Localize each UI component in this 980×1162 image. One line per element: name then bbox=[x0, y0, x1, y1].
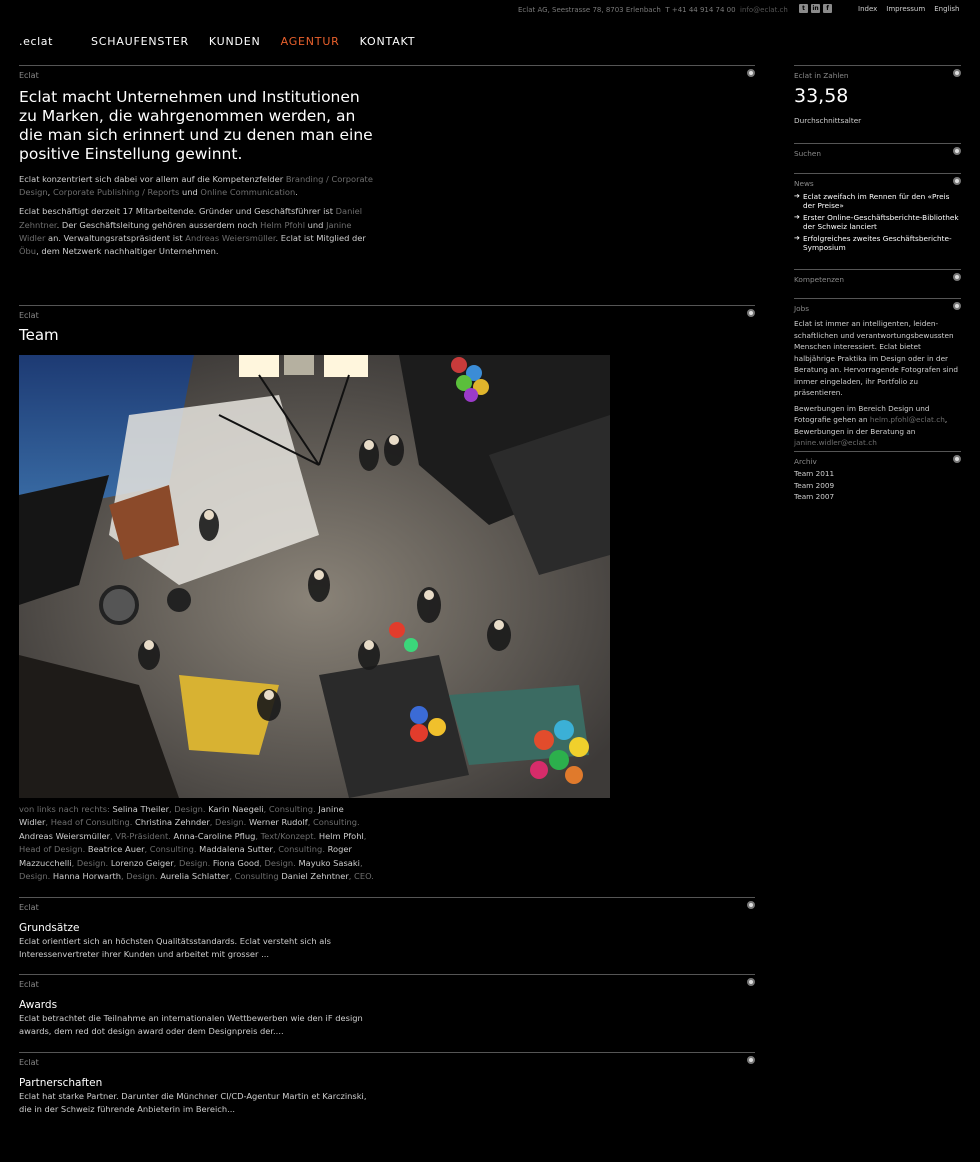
intro-paragraph-1 bbox=[19, 173, 379, 199]
person-role: , Design. bbox=[169, 804, 209, 814]
toggle-icon[interactable] bbox=[953, 177, 961, 185]
link-corporate-publishing[interactable]: Corporate Publishing / Reports bbox=[52, 187, 180, 198]
sidebar-label: Archiv bbox=[794, 457, 817, 466]
section-title[interactable]: Awards bbox=[19, 999, 58, 1011]
person-name: Christina Zehnder bbox=[135, 817, 210, 828]
text: Bewerbungen im Bereich Design und Fotografie gehen an bbox=[794, 403, 930, 424]
sidebar-label: Eclat in Zahlen bbox=[794, 71, 849, 80]
person-name: Aurelia Schlatter bbox=[160, 871, 230, 882]
nav-agentur[interactable]: AGENTUR bbox=[280, 35, 340, 48]
section-awards bbox=[19, 974, 755, 1044]
team-photo-graphic bbox=[19, 355, 610, 798]
section-label: Eclat bbox=[19, 311, 39, 320]
person-role: , Text/Konzept. bbox=[255, 830, 319, 841]
team-photo bbox=[19, 355, 610, 798]
news-list bbox=[794, 192, 961, 252]
team-title: Team bbox=[19, 326, 59, 344]
person-name: Werner Rudolf bbox=[248, 817, 308, 828]
person-name: Janine Widler bbox=[19, 804, 344, 828]
stat-value: 33,58 bbox=[794, 85, 849, 107]
person-role: , Consulting. bbox=[307, 817, 360, 828]
jobs-text: Eclat ist immer an intelligenten, leiden-schaftlichen und verantwortungsbewussten Menschen interessiert. Eclat bietet halbjährige Praktika im Design oder in der Beratung an. Hervorragende Fotografen sind immer eingeladen, ihr Portfolio zu präsentieren. bbox=[794, 319, 958, 397]
toggle-icon[interactable] bbox=[953, 302, 961, 310]
text: Eclat konzentriert sich dabei vor allem auf die Kompetenzfelder bbox=[19, 174, 286, 184]
impressum-link[interactable]: Impressum bbox=[886, 5, 926, 13]
archiv-link[interactable]: Team 2011 bbox=[794, 469, 835, 478]
text: und bbox=[305, 219, 327, 230]
caption-text bbox=[19, 804, 374, 881]
social-links bbox=[799, 4, 832, 13]
top-links bbox=[858, 4, 959, 14]
toggle-icon[interactable] bbox=[953, 273, 961, 281]
top-bar bbox=[0, 4, 980, 16]
phone: T +41 44 914 74 00 bbox=[665, 6, 736, 14]
sidebar-label: Jobs bbox=[794, 304, 810, 313]
contact-info bbox=[518, 5, 788, 15]
person-name: Mayuko Sasaki bbox=[298, 857, 360, 868]
twitter-icon[interactable]: t bbox=[799, 4, 808, 13]
person-role: , Consulting bbox=[229, 871, 282, 882]
email-helm[interactable]: helm.pfohl@eclat.ch bbox=[869, 415, 945, 424]
toggle-icon[interactable] bbox=[747, 901, 755, 909]
person-role: , Design. bbox=[259, 857, 299, 868]
person-name: Daniel Zehntner bbox=[281, 871, 349, 882]
nav-kontakt[interactable]: KONTAKT bbox=[359, 35, 416, 48]
section-partnerschaften bbox=[19, 1052, 755, 1122]
text: . bbox=[295, 187, 298, 198]
section-label: Eclat bbox=[19, 1058, 39, 1067]
email-janine[interactable]: janine.widler@eclat.ch bbox=[794, 438, 877, 447]
jobs-contact bbox=[794, 403, 961, 449]
email-link[interactable]: info@eclat.ch bbox=[740, 6, 788, 14]
stat-caption: Durchschnittsalter bbox=[794, 116, 862, 125]
person-role: , Design. bbox=[121, 871, 161, 882]
sidebar-zahlen bbox=[794, 65, 961, 135]
person-role: , Design. bbox=[71, 857, 111, 868]
text: , dem Netzwerk nachhaltiger Unternehmen. bbox=[36, 246, 219, 257]
toggle-icon[interactable] bbox=[747, 1056, 755, 1064]
text: . Eclat ist Mitglied der bbox=[275, 232, 366, 243]
sidebar-label: News bbox=[794, 179, 814, 188]
nav-kunden[interactable]: KUNDEN bbox=[208, 35, 261, 48]
section-text: Eclat orientiert sich an höchsten Qualitätsstandards. Eclat versteht sich als Interessenvertreter ihrer Kunden und arbeitet mit grosser ... bbox=[19, 936, 331, 960]
text: , bbox=[47, 187, 53, 198]
section-label: Eclat bbox=[19, 71, 39, 80]
news-item[interactable]: ➔ Eclat zweifach im Rennen für den «Preis der Preise» bbox=[794, 192, 961, 210]
section-text: Eclat betrachtet die Teilnahme an internationalen Wettbewerben wie den iF design awards, dem red dot design award oder dem Designpreis der.... bbox=[19, 1013, 363, 1037]
intro-headline: Eclat macht Unternehmen und Institutionen zu Marken, die wahrgenommen werden, an die man sich erinnert und zu denen man eine positive Einstellung gewinnt. bbox=[19, 88, 373, 163]
sidebar-label[interactable]: Suchen bbox=[794, 149, 822, 158]
section-text: Eclat hat starke Partner. Darunter die Münchner CI/CD-Agentur Martin et Karczinski, die in der Schweiz führende Anbieterin im Bereich... bbox=[19, 1091, 367, 1115]
person-role: , Consulting. bbox=[263, 804, 319, 814]
person-name: Lorenzo Geiger bbox=[110, 857, 174, 868]
link-andreas-weiersmueller[interactable]: Andreas Weiersmüller bbox=[185, 232, 276, 243]
sidebar-jobs bbox=[794, 298, 961, 447]
intro-section bbox=[19, 65, 755, 297]
person-role: , Design. bbox=[19, 857, 363, 882]
toggle-icon[interactable] bbox=[953, 69, 961, 77]
person-role: , Head of Consulting. bbox=[45, 817, 136, 828]
person-role: , VR-Präsident. bbox=[110, 830, 174, 841]
toggle-icon[interactable] bbox=[747, 978, 755, 986]
index-link[interactable]: Index bbox=[858, 5, 878, 13]
person-name: Helm Pfohl bbox=[318, 830, 364, 841]
link-daniel-zehntner[interactable]: Daniel Zehntner bbox=[19, 206, 363, 230]
link-helm-pfohl[interactable]: Helm Pfohl bbox=[260, 219, 306, 230]
person-name: Hanna Horwarth bbox=[52, 871, 122, 882]
logo[interactable]: .eclat bbox=[19, 35, 54, 48]
link-branding[interactable]: Branding / Corporate Design bbox=[19, 174, 373, 198]
linkedin-icon[interactable]: in bbox=[812, 5, 819, 12]
person-name: Karin Naegeli bbox=[208, 804, 264, 814]
toggle-icon[interactable] bbox=[747, 309, 755, 317]
nav-schaufenster[interactable]: SCHAUFENSTER bbox=[91, 35, 189, 48]
person-name: Fiona Good bbox=[212, 857, 260, 868]
person-name: Andreas Weiersmüller bbox=[19, 830, 111, 841]
sidebar-label[interactable]: Kompetenzen bbox=[794, 275, 845, 284]
person-name: Maddalena Sutter bbox=[199, 844, 273, 855]
person-name: Roger Mazzucchelli bbox=[19, 844, 352, 868]
link-janine-widler[interactable]: Janine Widler bbox=[19, 219, 352, 243]
sidebar-suchen bbox=[794, 143, 961, 168]
person-role: , Head of Design. bbox=[19, 830, 367, 855]
text: Eclat beschäftigt derzeit 17 Mitarbeitende. Gründer und Geschäftsführer ist bbox=[19, 206, 336, 217]
facebook-icon[interactable]: f bbox=[823, 4, 832, 13]
person-role: , Consulting. bbox=[144, 844, 200, 855]
person-name: Anna-Caroline Pflug bbox=[173, 830, 256, 841]
archiv-link[interactable]: Team 2007 bbox=[794, 492, 835, 501]
archiv-link[interactable]: Team 2009 bbox=[794, 480, 835, 490]
team-section bbox=[19, 305, 755, 350]
person-role: , Design. bbox=[173, 857, 213, 868]
text: an. Verwaltungsratspräsident ist bbox=[45, 232, 186, 243]
section-title[interactable]: Partnerschaften bbox=[19, 1077, 103, 1089]
person-role: , Design. bbox=[209, 817, 249, 828]
text: , Bewerbungen in der Beratung an bbox=[794, 415, 948, 436]
intro-paragraph-2 bbox=[19, 205, 379, 258]
person-role: von links nach rechts: bbox=[19, 804, 113, 814]
person-name: Beatrice Auer bbox=[87, 844, 145, 855]
address: Eclat AG, Seestrasse 78, 8703 Erlenbach bbox=[518, 6, 661, 14]
section-title[interactable]: Grundsätze bbox=[19, 922, 80, 934]
news-item[interactable]: ➔ Erfolgreiches zweites Geschäftsberichte-Symposium bbox=[794, 234, 961, 252]
sidebar-archiv bbox=[794, 451, 961, 511]
sidebar-news bbox=[794, 173, 961, 263]
main-nav bbox=[91, 35, 415, 48]
person-name: Selina Theiler bbox=[112, 804, 170, 814]
english-link[interactable]: English bbox=[934, 5, 960, 13]
news-item[interactable]: ➔ Erster Online-Geschäftsberichte-Bibliothek der Schweiz lanciert bbox=[794, 213, 961, 231]
person-role: , Consulting. bbox=[272, 844, 328, 855]
link-oebu[interactable]: Öbu bbox=[19, 246, 37, 257]
section-grundsaetze bbox=[19, 897, 755, 967]
toggle-icon[interactable] bbox=[747, 69, 755, 77]
link-online-communication[interactable]: Online Communication bbox=[200, 187, 296, 198]
sidebar-kompetenzen bbox=[794, 269, 961, 294]
section-label: Eclat bbox=[19, 903, 39, 912]
text: und bbox=[179, 187, 201, 198]
text: . Der Geschäftsleitung gehören ausserdem noch bbox=[56, 219, 261, 230]
toggle-icon[interactable] bbox=[953, 455, 961, 463]
team-caption bbox=[19, 803, 375, 883]
section-label: Eclat bbox=[19, 980, 39, 989]
toggle-icon[interactable] bbox=[953, 147, 961, 155]
person-role: , CEO. bbox=[348, 871, 374, 882]
